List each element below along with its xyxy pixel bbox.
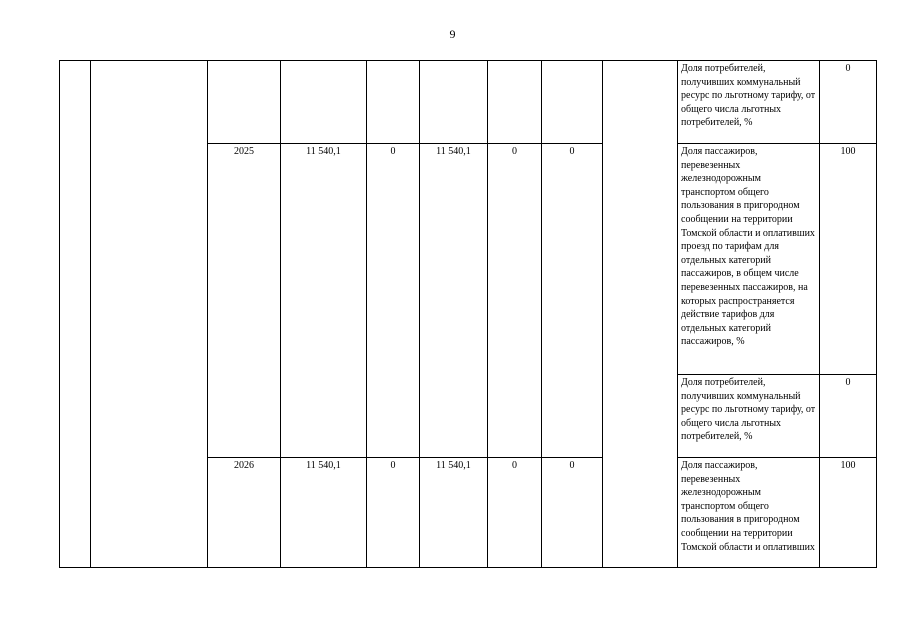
regional-cell: 11 540,1 [420, 144, 488, 458]
indicator-cell: Доля пассажиров, перевезенных железнодорожным транспортом общего пользования в пригородном сообщении на территории Томской области и оплативших [678, 458, 820, 568]
federal-cell [367, 61, 420, 144]
other-cell: 0 [542, 144, 603, 458]
executor-cell [603, 61, 678, 568]
year-cell [208, 61, 281, 144]
table-row [60, 61, 877, 144]
federal-cell: 0 [367, 144, 420, 458]
indicator-value-cell: 0 [820, 61, 877, 144]
name-cell [91, 61, 208, 568]
regional-cell: 11 540,1 [420, 458, 488, 568]
total-cell [281, 61, 367, 144]
program-table [59, 60, 877, 568]
other-cell: 0 [542, 458, 603, 568]
local-cell: 0 [488, 458, 542, 568]
year-cell: 2025 [208, 144, 281, 458]
other-cell [542, 61, 603, 144]
page-number: 9 [449, 27, 456, 41]
year-cell: 2026 [208, 458, 281, 568]
indicator-value-cell: 100 [820, 144, 877, 375]
total-cell: 11 540,1 [281, 458, 367, 568]
indicator-cell: Доля потребителей, получивших коммунальный ресурс по льготному тарифу, от общего числа льготных потребителей, % [678, 375, 820, 458]
federal-cell: 0 [367, 458, 420, 568]
indicator-value-cell: 0 [820, 375, 877, 458]
local-cell [488, 61, 542, 144]
regional-cell [420, 61, 488, 144]
total-cell: 11 540,1 [281, 144, 367, 458]
indicator-cell: Доля потребителей, получивших коммунальный ресурс по льготному тарифу, от общего числа льготных потребителей, % [678, 61, 820, 144]
local-cell: 0 [488, 144, 542, 458]
indicator-value-cell: 100 [820, 458, 877, 568]
number-cell [60, 61, 91, 568]
indicator-cell: Доля пассажиров, перевезенных железнодорожным транспортом общего пользования в пригородном сообщении на территории Томской области и оплативших проезд по тарифам для отдельных категорий пассажиров, в общем числе перевезенных пассажиров, на которых распространяется действие тарифов для отдельных категорий пассажиров, % [678, 144, 820, 375]
